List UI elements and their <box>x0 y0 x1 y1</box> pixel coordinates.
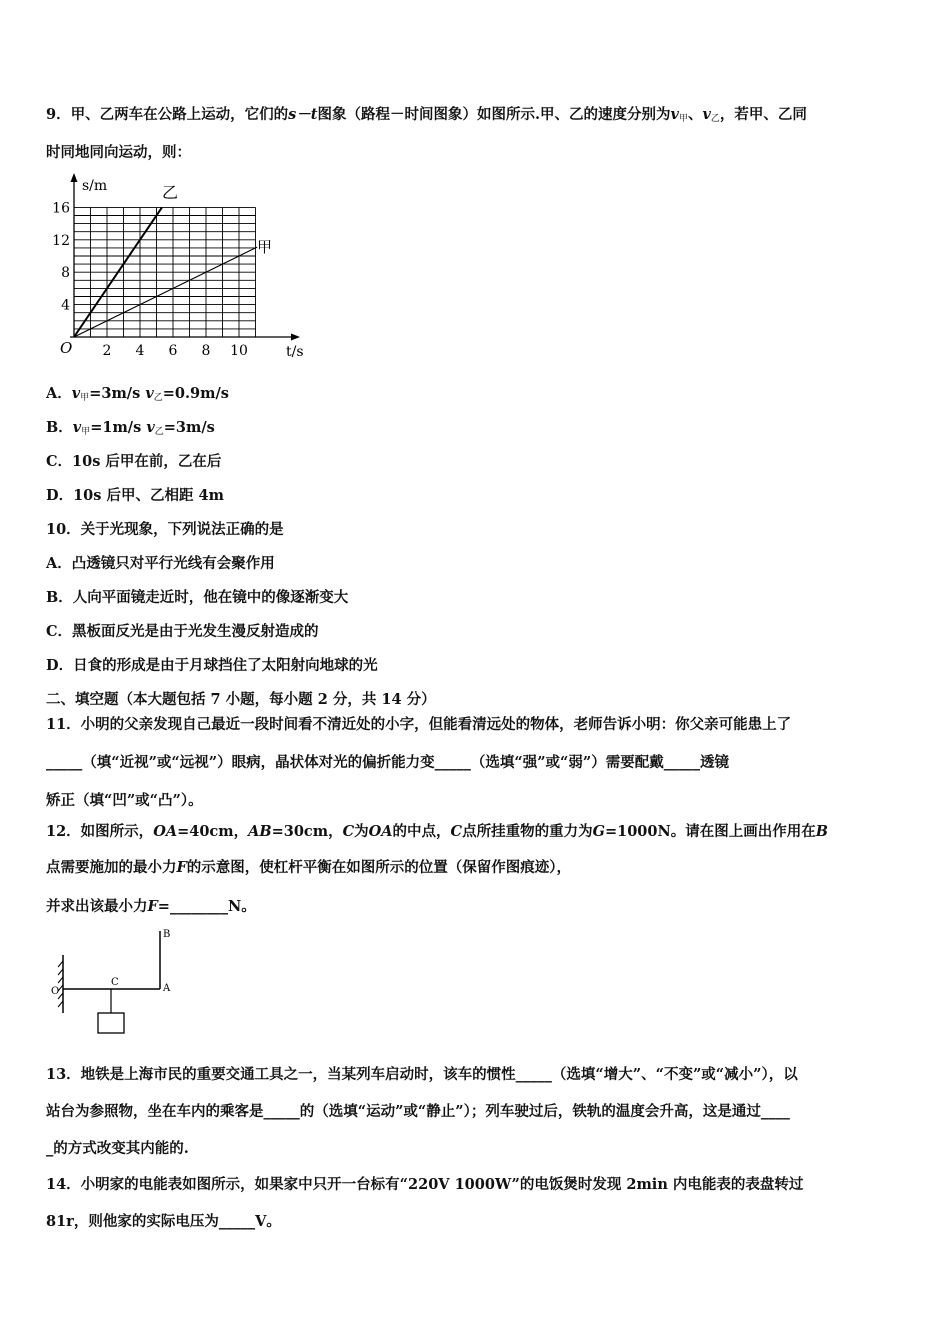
x-tick-label: 4 <box>135 343 145 359</box>
q12-line1: 12．如图所示，OA=40cm，AB=30cm，C为OA的中点，C点所挂重物的重力为G=1000N。请在图上画出作用在B <box>46 823 828 840</box>
point-b-label: B <box>163 929 171 940</box>
q13-line1: 13．地铁是上海市民的重要交通工具之一，当某列车启动时，该车的惯性_____（选填“增大”、“不变”或“减小”），以 <box>46 1066 798 1083</box>
q9-option-a: A．$v_甲=3m/s$ $v_乙=0.9m/s$ <box>46 385 229 403</box>
q10-stem: 10．关于光现象，下列说法正确的是 <box>46 521 284 538</box>
y-tick-label: 4 <box>61 297 70 314</box>
q10-option-a: A．凸透镜只对平行光线有会聚作用 <box>46 555 275 572</box>
y-tick-label: 8 <box>61 265 70 282</box>
q10-option-d: D．日食的形成是由于月球挡住了太阳射向地球的光 <box>46 657 378 674</box>
point-o-label: O <box>51 986 60 997</box>
x-tick-label: 6 <box>168 343 178 359</box>
q14-line2: 81r，则他家的实际电压为_____V。 <box>46 1213 281 1230</box>
chart-axes <box>70 173 300 341</box>
q9-stem-line1: 9．甲、乙两车在公路上运动，它们的s－t图象（路程－时间图象）如图所示.甲、乙的速度分别为$v_甲$、$v_乙$，若甲、乙同 <box>46 106 807 124</box>
q11-line1: 11．小明的父亲发现自己最近一段时间看不清近处的小字，但能看清远处的物体，老师告诉小明：你父亲可能患上了 <box>46 716 792 733</box>
series-label-yi: 乙 <box>162 183 179 202</box>
x-tick-label: 8 <box>201 343 211 359</box>
y-axis-label: s/m <box>82 178 108 194</box>
q11-line3: 矫正（填“凹”或“凸”）。 <box>46 792 203 809</box>
q9-stem-line2: 时同地同向运动，则： <box>46 144 191 161</box>
x-axis-label: t/s <box>286 344 304 360</box>
q10-option-b: B．人向平面镜走近时，他在镜中的像逐渐变大 <box>46 589 349 606</box>
q9-option-b: B．$v_甲=1m/s$ $v_乙=3m/s$ <box>46 419 215 437</box>
q14-line1: 14．小明家的电能表如图所示，如果家中只开一台标有“220V 1000W”的电饭煲时发现 2min 内电能表的表盘转过 <box>46 1176 804 1193</box>
chart-grid <box>74 207 256 337</box>
point-c-label: C <box>111 977 119 988</box>
q13-line3: _的方式改变其内能的. <box>46 1140 189 1157</box>
section-heading: 二、填空题（本大题包括 7 小题，每小题 2 分，共 14 分） <box>46 691 436 708</box>
series-label-jia: 甲 <box>257 238 273 256</box>
q12-line3: 并求出该最小力F=________N。 <box>46 898 256 915</box>
st-graph <box>50 172 320 362</box>
x-tick-label: 10 <box>230 343 248 359</box>
q12-line2: 点需要施加的最小力F的示意图，使杠杆平衡在如图所示的位置（保留作图痕迹）， <box>46 859 572 876</box>
q13-line2: 站台为参照物，坐在车内的乘客是_____的（选填“运动”或“静止”）；列车驶过后，铁轨的温度会升高，这是通过____ <box>46 1103 790 1120</box>
q9-option-c: C．10s 后甲在前，乙在后 <box>46 453 222 470</box>
weight-block <box>98 1013 124 1033</box>
series-line-jia <box>74 247 257 337</box>
x-tick-label: 2 <box>102 343 112 359</box>
y-tick-label: 16 <box>52 200 70 217</box>
q11-line2: _____（填“近视”或“远视”）眼病，晶状体对光的偏折能力变_____（选填“强”或“弱”）需要配戴_____透镜 <box>46 754 729 771</box>
y-tick-label: 12 <box>52 232 70 249</box>
origin-label: O <box>60 339 73 357</box>
q10-option-c: C．黑板面反光是由于光发生漫反射造成的 <box>46 623 319 640</box>
point-a-label: A <box>163 983 171 994</box>
lever-diagram <box>46 925 186 1040</box>
q9-option-d: D．10s 后甲、乙相距 4m <box>46 487 224 504</box>
